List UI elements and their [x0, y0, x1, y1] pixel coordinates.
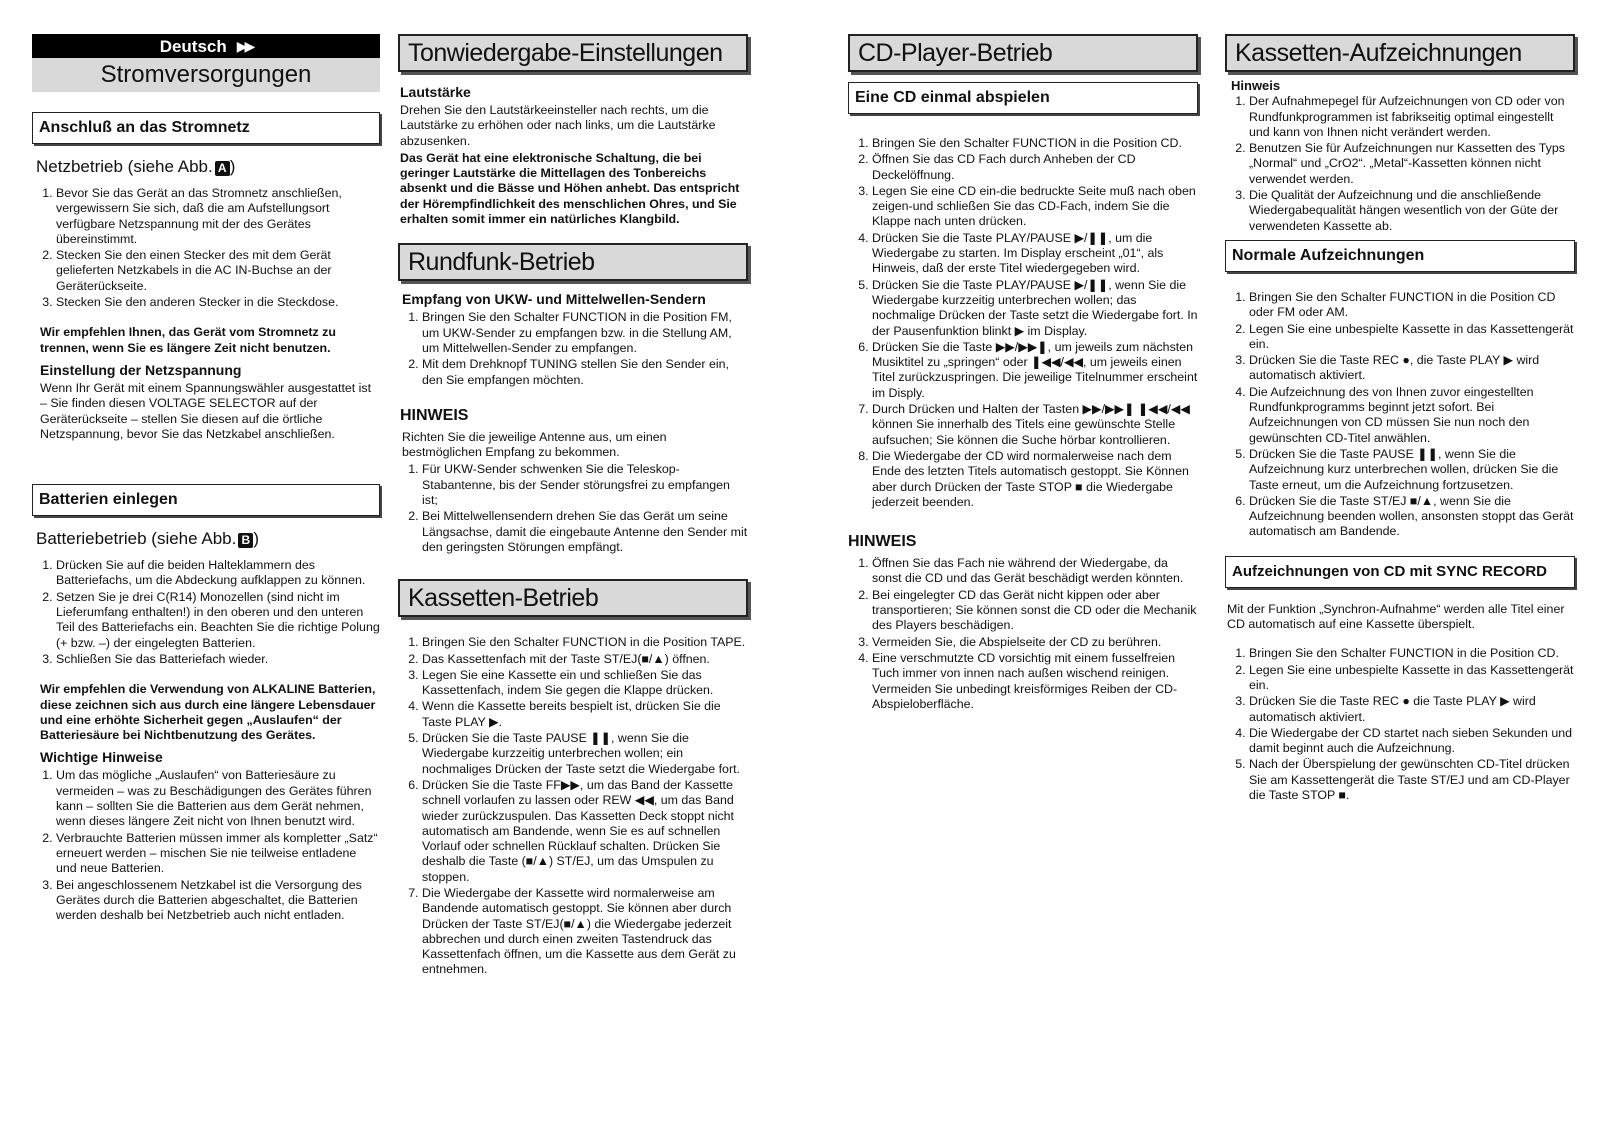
loudness-text: Das Gerät hat eine elektronische Schaltung, die bei geringer Lautstärke die Mittellagen des Tonbereichs absenkt und die Bässe und Höhen anhebt. Das entspricht der Hörempfindlichkeit des menschlichen Ohres, und Sie erhalten somit immer ein natürliches Klangbild.: [400, 150, 740, 227]
list-item: 4. Die Aufzeichnung des von Ihnen zuvor eingestellten Rundfunkprogramms beginnt jetzt sofort. Bei Aufzeichnungen von CD müssen Sie nun noch den gewünschten CD-Titel anwählen.: [1249, 385, 1575, 446]
list-item: 3. Die Qualität der Aufzeichnung und die anschließende Wiedergabequalität hängen wesentlich von der Güte der verwendeten Kassette ab.: [1249, 188, 1575, 234]
netzspannung-heading: Einstellung der Netzspannung: [40, 361, 242, 378]
list-item: 3. Vermeiden Sie, die Abspielseite der CD zu berühren.: [872, 635, 1198, 650]
lautstaerke-text: Drehen Sie den Lautstärkeeinsteller nach rechts, um die Lautstärke zu erhöhen oder nach links, um die Lautstärke abzusenken.: [400, 103, 716, 148]
list-item: 6. Drücken Sie die Taste ST/EJ ■/▲, wenn Sie die Aufzeichnung beenden wollen, ansonsten stoppt das Gerät automatisch am Bandende.: [1249, 494, 1575, 540]
list-item: 2. Bei Mittelwellensendern drehen Sie das Gerät um seine Längsachse, damit die eingebaute Antenne den Sender mit den geringsten Störungen empfängt.: [422, 509, 748, 555]
list-item: 1. Öffnen Sie das Fach nie während der Wiedergabe, da sonst die CD und das Gerät beschädigt werden könnten.: [872, 556, 1198, 587]
batterien-recommendation: Wir empfehlen die Verwendung von ALKALINE Batterien, diese zeichnen sich aus durch eine längere Lebensdauer und eine erhöhte Sicherheit gegen „Auslaufen“ der Batteriesäure bei Nichtbenutzung des Gerätes.: [40, 682, 376, 743]
page-title: Stromversorgungen: [32, 58, 380, 92]
cd-hinweis-heading: HINWEIS: [848, 533, 917, 551]
aufz-hinweis-heading: Hinweis: [1231, 78, 1281, 93]
list-item: 4. Eine verschmutzte CD vorsichtig mit einem fusselfreien Tuch immer von innen nach außen wischend reinigen. Vermeiden Sie unbedingt kreisförmiges Reiben der CD-Abspieloberfläche.: [872, 651, 1198, 712]
list-item: 2. Das Kassettenfach mit der Taste ST/EJ(■/▲) öffnen.: [422, 652, 748, 667]
list-item: 2. Stecken Sie den einen Stecker des mit dem Gerät gelieferten Netzkabels in die AC IN-Buchse an der Geräterückseite.: [56, 248, 380, 294]
list-item: 1. Bringen Sie den Schalter FUNCTION in die Position CD oder FM oder AM.: [1249, 290, 1575, 321]
list-item: 5. Drücken Sie die Taste PAUSE ❚❚, wenn Sie die Wiedergabe kurzzeitig unterbrechen wollen; ein nochmaliges Drücken der Taste setzt die Wiedergabe fort.: [422, 731, 748, 777]
list-item: 2. Benutzen Sie für Aufzeichnungen nur Kassetten des Typs „Normal“ und „CrO2“. „Metal“-Kassetten können nicht verwendet werden.: [1249, 141, 1575, 187]
cd-steps: [848, 136, 1198, 510]
list-item: 2. Legen Sie eine unbespielte Kassette in das Kassettengerät ein.: [1249, 322, 1575, 353]
list-item: 4. Drücken Sie die Taste PLAY/PAUSE ▶/❚❚, um die Wiedergabe zu starten. Im Display erscheint „01“, als Hinweis, daß der erste Titel wiedergegeben wird.: [872, 231, 1198, 277]
language-bar: [32, 34, 380, 58]
list-item: 2. Verbrauchte Batterien müssen immer als kompletter „Satz“ erneuert werden – mischen Sie nie teilweise entladene und neue Batterien.: [56, 831, 380, 877]
wichtige-hinweise-heading: Wichtige Hinweise: [40, 749, 163, 766]
list-item: 1. Der Aufnahmepegel für Aufzeichnungen von CD oder von Rundfunkprogrammen ist fabrikseitig optimal eingestellt und kann von Ihnen nicht verändert werden.: [1249, 94, 1575, 140]
list-item: 3. Drücken Sie die Taste REC ● die Taste PLAY ▶ wird automatisch aktiviert.: [1249, 694, 1575, 725]
list-item: 1. Bringen Sie den Schalter FUNCTION in die Position TAPE.: [422, 635, 748, 650]
list-item: 2. Mit dem Drehknopf TUNING stellen Sie den Sender ein, den Sie empfangen möchten.: [422, 357, 748, 388]
list-item: 3. Legen Sie eine Kassette ein und schließen Sie das Kassettenfach, indem Sie gegen die Klappe drücken.: [422, 668, 748, 699]
list-item: 6. Drücken Sie die Taste FF▶▶, um das Band der Kassette schnell vorlaufen zu lassen oder REW ◀◀, um das Band wieder zurückzuspulen. Das Kassetten Deck stoppt nicht automatisch am Bandende, wenn Sie es auf schnellen Vorlauf oder schnellen Rücklauf schalten. Drücken Sie deshalb die Taste (■/▲) ST/EJ, um das Umspulen zu stoppen.: [422, 778, 748, 885]
list-item: 2. Legen Sie eine unbespielte Kassette in das Kassettengerät ein.: [1249, 663, 1575, 694]
list-item: 7. Die Wiedergabe der Kassette wird normalerweise am Bandende automatisch gestoppt. Sie können aber durch Drücken der Taste ST/EJ(■/▲) die Wiedergabe jederzeit abbrechen und durch einen zweiten Tastendruck das Kassettenfach öffnen, um die Kassette aus dem Gerät zu entnehmen.: [422, 886, 748, 978]
normal-steps: [1225, 290, 1575, 540]
wichtige-hinweise-list: [32, 768, 380, 923]
list-item: 1. Bringen Sie den Schalter FUNCTION in die Position CD.: [872, 136, 1198, 151]
sync-intro: Mit der Funktion „Synchron-Aufnahme“ werden alle Titel einer CD automatisch auf eine Kassette überspielt.: [1227, 601, 1565, 632]
list-item: 7. Durch Drücken und Halten der Tasten ▶▶/▶▶❚ ❚◀◀/◀◀ können Sie innerhalb des Titels eine gewünschte Stelle aufsuchen; Sie können die Suche hörbar kontrollieren.: [872, 402, 1198, 448]
column-stromversorgung: [32, 34, 380, 924]
list-item: 1. Bringen Sie den Schalter FUNCTION in die Position FM, um UKW-Sender zu empfangen bzw. in die Stellung AM, um Mittelwellen-Sender zu empfangen.: [422, 310, 748, 356]
cd-hinweis-list: [848, 556, 1198, 712]
cd-subsection-title: Eine CD einmal abspielen: [848, 82, 1198, 114]
netzspannung-text: Wenn Ihr Gerät mit einem Spannungswähler ausgestattet ist – Sie finden diesen VOLTAGE SELECTOR auf der Geräterückseite – stellen Sie diesen auf die örtliche Netzspannung, bevor Sie das Netzkabel anschließen.: [40, 380, 372, 441]
list-item: 4. Die Wiedergabe der CD startet nach sieben Sekunden und damit beginnt auch die Aufzeichnung.: [1249, 726, 1575, 757]
list-item: 5. Nach der Überspielung der gewünschten CD-Titel drücken Sie am Kassettengerät die Taste ST/EJ und am CD-Player die Taste STOP ■.: [1249, 757, 1575, 803]
rundfunk-steps: [398, 310, 748, 387]
section-kassette-title: Kassetten-Betrieb: [398, 579, 748, 617]
section-rundfunk-title: Rundfunk-Betrieb: [398, 243, 748, 281]
rundfunk-hinweis-list: [398, 462, 748, 555]
list-item: 2. Bei eingelegter CD das Gerät nicht kippen oder aber transportieren; Sie können sonst die CD oder die Mechanik des Players beschädigen.: [872, 588, 1198, 634]
list-item: 3. Stecken Sie den anderen Stecker in die Steckdose.: [56, 295, 380, 310]
list-item: 1. Drücken Sie auf die beiden Halteklammern des Batteriefachs, um die Abdeckung aufklappen zu können.: [56, 558, 380, 589]
list-item: 1. Bevor Sie das Gerät an das Stromnetz anschließen, vergewissern Sie sich, daß die am Aufstellungsort verfügbare Netzspannung mit der des Gerätes übereinstimmt.: [56, 186, 380, 247]
language-label: Deutsch: [159, 37, 227, 56]
aufz-hinweis-list: [1225, 94, 1575, 234]
column-cd-player: [848, 34, 1198, 713]
sync-subsection-title: Aufzeichnungen von CD mit SYNC RECORD: [1225, 556, 1575, 588]
list-item: 3. Drücken Sie die Taste REC ●, die Taste PLAY ▶ wird automatisch aktiviert.: [1249, 353, 1575, 384]
batteriebetrieb-heading: Batteriebetrieb (siehe Abb. B ): [36, 529, 260, 549]
column-ton-rundfunk-kassette: [398, 34, 748, 979]
list-item: 2. Setzen Sie je drei C(R14) Monozellen (sind nicht im Lieferumfang enthalten!) in den oberen und den unteren Teil des Batteriefachs ein. Beachten Sie die richtige Polung (+ bzw. –) der eingelegten Batterien.: [56, 590, 380, 651]
list-item: 5. Drücken Sie die Taste PAUSE ❚❚, wenn Sie die Aufzeichnung kurz unterbrechen wollen, drücken Sie die Taste erneut, um die Aufzeichnung fortzusetzen.: [1249, 447, 1575, 493]
column-kassetten-aufzeichnungen: [1225, 34, 1575, 804]
section-aufzeichnungen-title: Kassetten-Aufzeichnungen: [1225, 34, 1575, 72]
rundfunk-hinweis-text: Richten Sie die jeweilige Antenne aus, um einen bestmöglichen Empfang zu bekommen.: [402, 429, 667, 460]
empfang-heading: Empfang von UKW- und Mittelwellen-Sendern: [402, 291, 706, 308]
list-item: 3. Bei angeschlossenem Netzkabel ist die Versorgung des Gerätes durch die Batterien abgeschaltet, die Batterien werden deshalb bei Netzbetrieb auch nicht entladen.: [56, 878, 380, 924]
section-ton-title: Tonwiedergabe-Einstellungen: [398, 34, 748, 72]
rundfunk-hinweis-heading: HINWEIS: [400, 406, 469, 424]
section-cd-title: CD-Player-Betrieb: [848, 34, 1198, 72]
list-item: 1. Um das mögliche „Auslaufen“ von Batteriesäure zu vermeiden – was zu Beschädigungen des Gerätes führen kann – sollten Sie die Batterien aus dem Gerät nehmen, wenn dieses längere Zeit nicht von Ihnen benutzt wird.: [56, 768, 380, 829]
figure-b-badge: B: [238, 533, 253, 548]
netz-recommendation: Wir empfehlen Ihnen, das Gerät vom Stromnetz zu trennen, wenn Sie es längere Zeit nicht benutzen.: [40, 325, 336, 355]
normal-subsection-title: Normale Aufzeichnungen: [1225, 240, 1575, 272]
figure-a-badge: A: [215, 161, 230, 176]
lautstaerke-heading: Lautstärke: [400, 84, 471, 100]
list-item: 8. Die Wiedergabe der CD wird normalerweise nach dem Ende des letzten Titels automatisch gestoppt. Sie Können aber durch Drücken der Taste STOP ■ die Wiedergabe jederzeit beenden.: [872, 449, 1198, 510]
netzbetrieb-heading: Netzbetrieb (siehe Abb. A ): [36, 157, 236, 176]
list-item: 4. Wenn die Kassette bereits bespielt ist, drücken Sie die Taste PLAY ▶.: [422, 699, 748, 730]
list-item: 2. Öffnen Sie das CD Fach durch Anheben der CD Deckelöffnung.: [872, 152, 1198, 183]
section-netz-title: Anschluß an das Stromnetz: [32, 112, 380, 144]
list-item: 1. Bringen Sie den Schalter FUNCTION in die Position CD.: [1249, 646, 1575, 661]
list-item: 1. Für UKW-Sender schwenken Sie die Teleskop-Stabantenne, bis der Sender störungsfrei zu empfangen ist;: [422, 462, 748, 508]
section-batterien-title: Batterien einlegen: [32, 484, 380, 516]
netz-steps: [32, 186, 380, 310]
sync-steps: [1225, 646, 1575, 803]
double-arrow-icon: ▶▶: [236, 38, 253, 54]
batterien-steps: [32, 558, 380, 667]
list-item: 3. Schließen Sie das Batteriefach wieder.: [56, 652, 380, 667]
list-item: 3. Legen Sie eine CD ein-die bedruckte Seite muß nach oben zeigen-und schließen Sie das CD-Fach, indem Sie die Klappe nach unten drücken.: [872, 184, 1198, 230]
kassette-steps: [398, 635, 748, 978]
list-item: 5. Drücken Sie die Taste PLAY/PAUSE ▶/❚❚, wenn Sie die Wiedergabe kurzzeitig unterbrechen wollen; das nochmalige Drücken der Taste setzt die Wiedergabe fort. In der Pausenfunktion blinkt ▶ im Display.: [872, 278, 1198, 339]
list-item: 6. Drücken Sie die Taste ▶▶/▶▶❚, um jeweils zum nächsten Musiktitel zu „springen“ oder ❚◀◀/◀◀, um jeweils einen Titel zurückzuspringen. Die jeweilige Titelnummer erscheint im Disply.: [872, 340, 1198, 401]
